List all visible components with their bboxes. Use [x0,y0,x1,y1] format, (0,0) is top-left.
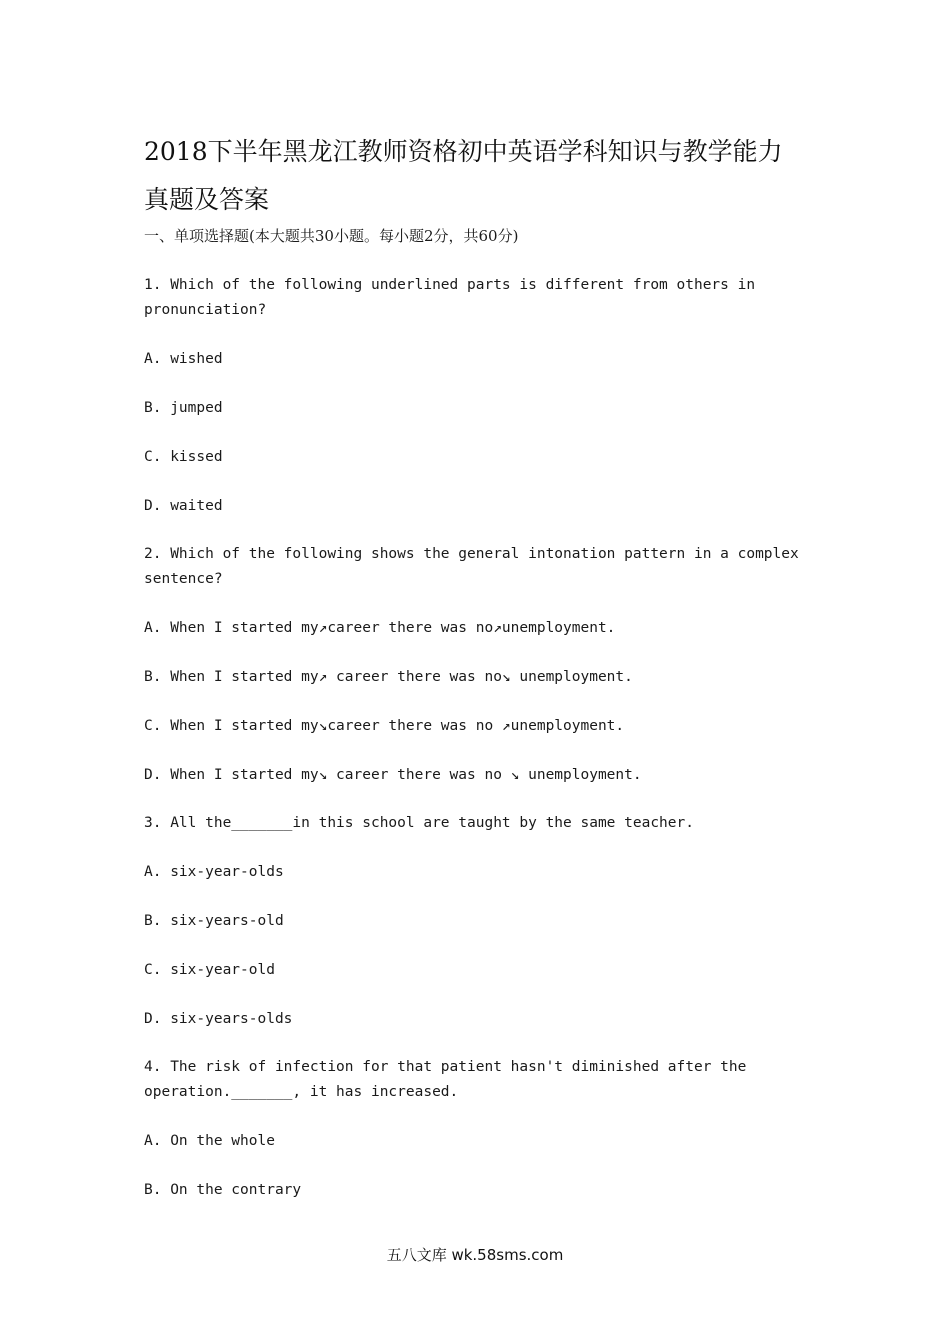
question-2-option-d: D. When I started my↘ career there was no ↘ unemployment. [144,767,642,783]
question-4-option-b: B. On the contrary [144,1182,302,1198]
question-4-stem-cont: operation._______, it has increased. [144,1084,459,1100]
section-heading: 一、单项选择题(本大题共30小题。每小题2分，共60分) [144,227,519,245]
question-3-option-b: B. six-years-old [144,913,284,929]
document-title-line-1: 2018下半年黑龙江教师资格初中英语学科知识与教学能力 [144,137,783,166]
question-3-option-d: D. six-years-olds [144,1011,293,1027]
question-1-option-a: A. wished [144,351,223,367]
question-3-option-a: A. six-year-olds [144,864,284,880]
question-1-stem: 1. Which of the following underlined parts is different from others in [144,277,756,293]
document-title-line-2: 真题及答案 [144,185,270,214]
question-3-stem: 3. All the_______in this school are taught by the same teacher. [144,815,694,831]
page-footer-watermark: 五八文库 wk.58sms.com [386,1246,564,1264]
question-4-stem: 4. The risk of infection for that patient hasn't diminished after the [144,1059,747,1075]
question-1-stem-cont: pronunciation? [144,302,267,318]
question-2-option-b: B. When I started my↗ career there was no↘ unemployment. [144,669,633,685]
question-2-stem-cont: sentence? [144,571,223,587]
question-1-option-d: D. waited [144,498,223,514]
question-2-option-c: C. When I started my↘career there was no ↗unemployment. [144,718,625,734]
question-3-option-c: C. six-year-old [144,962,275,978]
question-2-option-a: A. When I started my↗career there was no↗unemployment. [144,620,616,636]
question-2-stem: 2. Which of the following shows the general intonation pattern in a complex [144,546,799,562]
question-1-option-b: B. jumped [144,400,223,416]
question-1-option-c: C. kissed [144,449,223,465]
question-4-option-a: A. On the whole [144,1133,275,1149]
